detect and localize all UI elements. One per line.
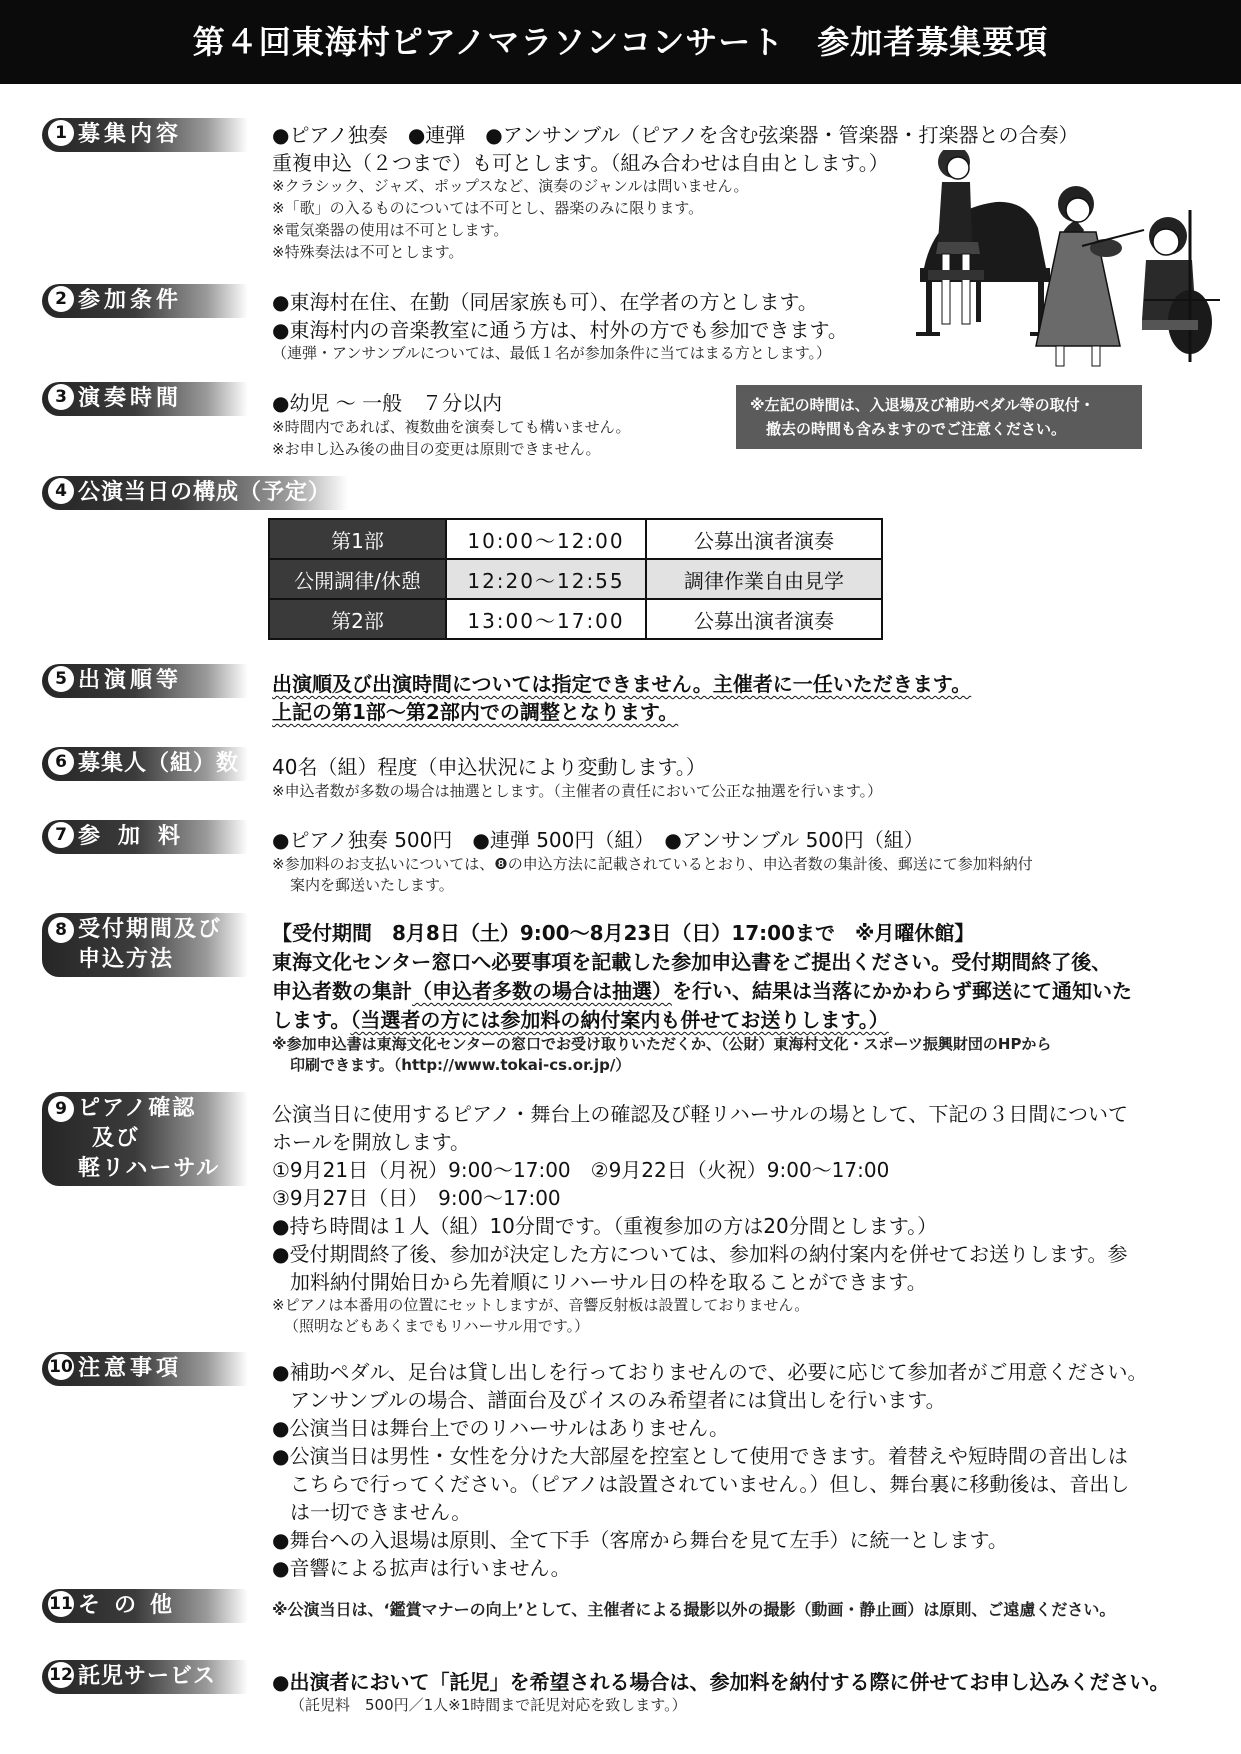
section-label-text: 募集人（組）数 [78, 751, 240, 776]
body-line [272, 975, 1132, 1004]
body-line: 加料納付開始日から先着順にリハーサル日の枠を取ることができます。 [290, 1270, 927, 1294]
body-line: ●補助ペダル、足台は貸し出しを行っておりませんので、必要に応じて参加者がご用意ください。 [272, 1360, 1148, 1384]
note-line: 案内を郵送いたします。 [290, 876, 454, 894]
body-line: ●舞台への入退場は原則、全て下手（客席から舞台を見て左手）に統一とします。 [272, 1528, 1008, 1552]
note-line: ※電気楽器の使用は不可とします。 [272, 221, 509, 239]
violinist-figure [1036, 186, 1144, 366]
table-cell: 調律作業自由見学 [646, 559, 882, 599]
body-line: ●公演当日は舞台上でのリハーサルはありません。 [272, 1416, 730, 1440]
body-line: 出演順及び出演時間については指定できません。主催者に一任いただきます。 [272, 672, 972, 696]
table-cell: 公募出演者演奏 [646, 599, 882, 639]
section-label-text: 参加料 [78, 824, 199, 849]
note-line: （託児料 500円／1人※1時間まで託児対応を致します。） [290, 1696, 687, 1714]
section-number: 2 [48, 286, 74, 312]
label-line: 軽リハーサル [78, 1156, 221, 1181]
body-line: ●公演当日は男性・女性を分けた大部屋を控室として使用できます。着替えや短時間の音出しは [272, 1444, 1128, 1468]
section-number: 4 [48, 478, 74, 504]
text-segment: 申込者数の集計 [272, 979, 412, 1003]
body-line: 【受付期間 8月8日（土）9:00～8月23日（日）17:00まで ※月曜休館】 [272, 921, 975, 945]
table-cell: 公開調律/休憩 [269, 559, 446, 599]
label-line: 受付期間及び [78, 917, 223, 942]
text-segment: （当選者の方には参加料の納付案内も併せてお送りします。） [350, 1008, 889, 1032]
table-row [269, 559, 882, 599]
section-label-text [78, 1094, 220, 1184]
note-line: 印刷できます。（http://www.tokai-cs.or.jp/） [290, 1056, 631, 1074]
table-cell: 10:00～12:00 [446, 519, 646, 559]
table-row [269, 519, 882, 559]
note-line: （照明などもあくまでもリハーサル用です。） [284, 1317, 590, 1335]
note-line: ※時間内であれば、複数曲を演奏しても構いません。 [272, 418, 631, 436]
text-segment: を行い、結果は当落にかかわらず郵送にて通知いた [672, 979, 1132, 1003]
body-line: ●東海村在住、在勤（同居家族も可）、在学者の方とします。 [272, 290, 818, 314]
section-label-text: 演奏時間 [78, 386, 183, 411]
body-line: 重複申込（２つまで）も可とします。（組み合わせは自由とします。） [272, 151, 889, 175]
section-label-text: 出演順等 [78, 668, 183, 693]
label-line: ピアノ確認 [78, 1096, 197, 1121]
section-label-performance-time [42, 382, 248, 416]
body-line: 東海文化センター窓口へ必要事項を記載した参加申込書をご提出ください。受付期間終了後、 [272, 950, 1112, 974]
body-line: ●持ち時間は１人（組）10分間です。（重複参加の方は20分間とします。） [272, 1214, 938, 1238]
table-cell: 公募出演者演奏 [646, 519, 882, 559]
body-line: ③9月27日（日） 9:00～17:00 [272, 1186, 561, 1210]
note-line: ※「歌」の入るものについては不可とし、器楽のみに限ります。 [272, 199, 704, 217]
section-label-text: 参加条件 [78, 288, 183, 313]
schedule-table [268, 518, 883, 640]
table-row [269, 599, 882, 639]
note-line: ※お申し込み後の曲目の変更は原則できません。 [272, 440, 601, 458]
section-label-other [42, 1589, 248, 1623]
text-segment: します。 [272, 1008, 351, 1032]
note-line: ※参加料のお支払いについては、❽の申込方法に記載されているとおり、申込者数の集計後、郵送にて参加料納付 [272, 855, 1033, 873]
section-label-text: 公演当日の構成（予定） [78, 480, 332, 505]
section-number: 7 [48, 822, 74, 848]
body-line: ●幼児 ～ 一般 ７分以内 [272, 391, 503, 415]
section-label-recruitment [42, 118, 248, 152]
notice-line: ※左記の時間は、入退場及び補助ペダル等の取付・ [750, 396, 1095, 414]
body-line: ※公演当日は、‘鑑賞マナーの向上’として、主催者による撮影以外の撮影（動画・静止画）は原則、ご遠慮ください。 [272, 1600, 1116, 1619]
label-line: 申込方法 [78, 947, 175, 972]
note-line: ※ピアノは本番用の位置にセットしますが、音響反射板は設置しておりません。 [272, 1296, 810, 1314]
section-number: 5 [48, 666, 74, 692]
section-number: 8 [48, 917, 74, 943]
section-label-text: 募集内容 [78, 122, 183, 147]
section-label-eligibility [42, 284, 248, 318]
body-line: ●音響による拡声は行いません。 [272, 1556, 571, 1580]
section-number: 10 [48, 1354, 74, 1380]
section-label-cautions [42, 1352, 248, 1386]
body-line: ●受付期間終了後、参加が決定した方については、参加料の納付案内を併せてお送りします。参 [272, 1242, 1128, 1266]
body-line: ●ピアノ独奏 500円 ●連弾 500円（組） ●アンサンブル 500円（組） [272, 828, 924, 852]
section-number: 3 [48, 384, 74, 410]
note-line: ※クラシック、ジャズ、ポップスなど、演奏のジャンルは問いません。 [272, 177, 749, 195]
note-line: ※申込者数が多数の場合は抽選とします。（主催者の責任において公正な抽選を行います。） [272, 782, 883, 800]
body-line [272, 1004, 889, 1033]
body-line: ●出演者において「託児」を希望される場合は、参加料を納付する際に併せてお申し込みください。 [272, 1670, 1170, 1694]
body-line: ①9月21日（月祝）9:00～17:00 ②9月22日（火祝）9:00～17:00 [272, 1158, 890, 1182]
body-line: ●ピアノ独奏 ●連弾 ●アンサンブル（ピアノを含む弦楽器・管楽器・打楽器との合奏） [272, 123, 1079, 147]
body-line: は一切できません。 [290, 1500, 472, 1524]
table-cell: 第1部 [269, 519, 446, 559]
section-label-schedule [42, 476, 348, 510]
body-line: ●東海村内の音楽教室に通う方は、村外の方でも参加できます。 [272, 318, 848, 342]
body-line: 上記の第1部～第2部内での調整となります。 [272, 700, 679, 724]
label-line: 及び [92, 1126, 141, 1151]
section-label-text: 注意事項 [78, 1356, 183, 1381]
text-segment: （申込者多数の場合は抽選） [412, 979, 672, 1003]
note-line: ※特殊奏法は不可とします。 [272, 243, 464, 261]
time-notice-box [736, 385, 1142, 449]
note-line: （連弾・アンサンブルについては、最低１名が参加条件に当てはまる方とします。） [272, 344, 832, 362]
section-label-application [42, 913, 248, 977]
section-label-text [78, 915, 222, 975]
body-line: こちらで行ってください。（ピアノは設置されていません。）但し、舞台裏に移動後は、音出し [290, 1472, 1130, 1496]
body-line: 40名（組）程度（申込状況により変動します。） [272, 755, 706, 779]
section-label-text: その他 [78, 1593, 187, 1618]
musicians-illustration [906, 150, 1222, 370]
section-number: 11 [48, 1591, 74, 1617]
section-label-text: 託児サービス [78, 1664, 217, 1689]
section-label-fee [42, 820, 248, 854]
section-number: 12 [48, 1662, 74, 1688]
note-line: ※参加申込書は東海文化センターの窓口でお受け取りいただくか、（公財）東海村文化・スポーツ振興財団のHPから [272, 1035, 1052, 1053]
table-cell: 12:20～12:55 [446, 559, 646, 599]
section-label-capacity [42, 747, 248, 781]
cellist-figure [1142, 210, 1220, 362]
piano-icon [916, 202, 1054, 336]
section-label-childcare [42, 1660, 248, 1694]
section-label-rehearsal [42, 1092, 248, 1186]
notice-line: 撤去の時間も含みますのでご注意ください。 [766, 420, 1067, 438]
page-title: 第４回東海村ピアノマラソンコンサート 参加者募集要項 [0, 0, 1241, 84]
table-cell: 第2部 [269, 599, 446, 639]
body-line: ホールを開放します。 [272, 1130, 470, 1154]
table-cell: 13:00～17:00 [446, 599, 646, 639]
section-number: 1 [48, 120, 74, 146]
section-number: 6 [48, 749, 74, 775]
section-number: 9 [48, 1096, 74, 1122]
body-line: アンサンブルの場合、譜面台及びイスのみ希望者には貸出しを行います。 [290, 1388, 946, 1412]
body-line: 公演当日に使用するピアノ・舞台上の確認及び軽リハーサルの場として、下記の３日間について [272, 1102, 1128, 1126]
section-label-order [42, 664, 248, 698]
